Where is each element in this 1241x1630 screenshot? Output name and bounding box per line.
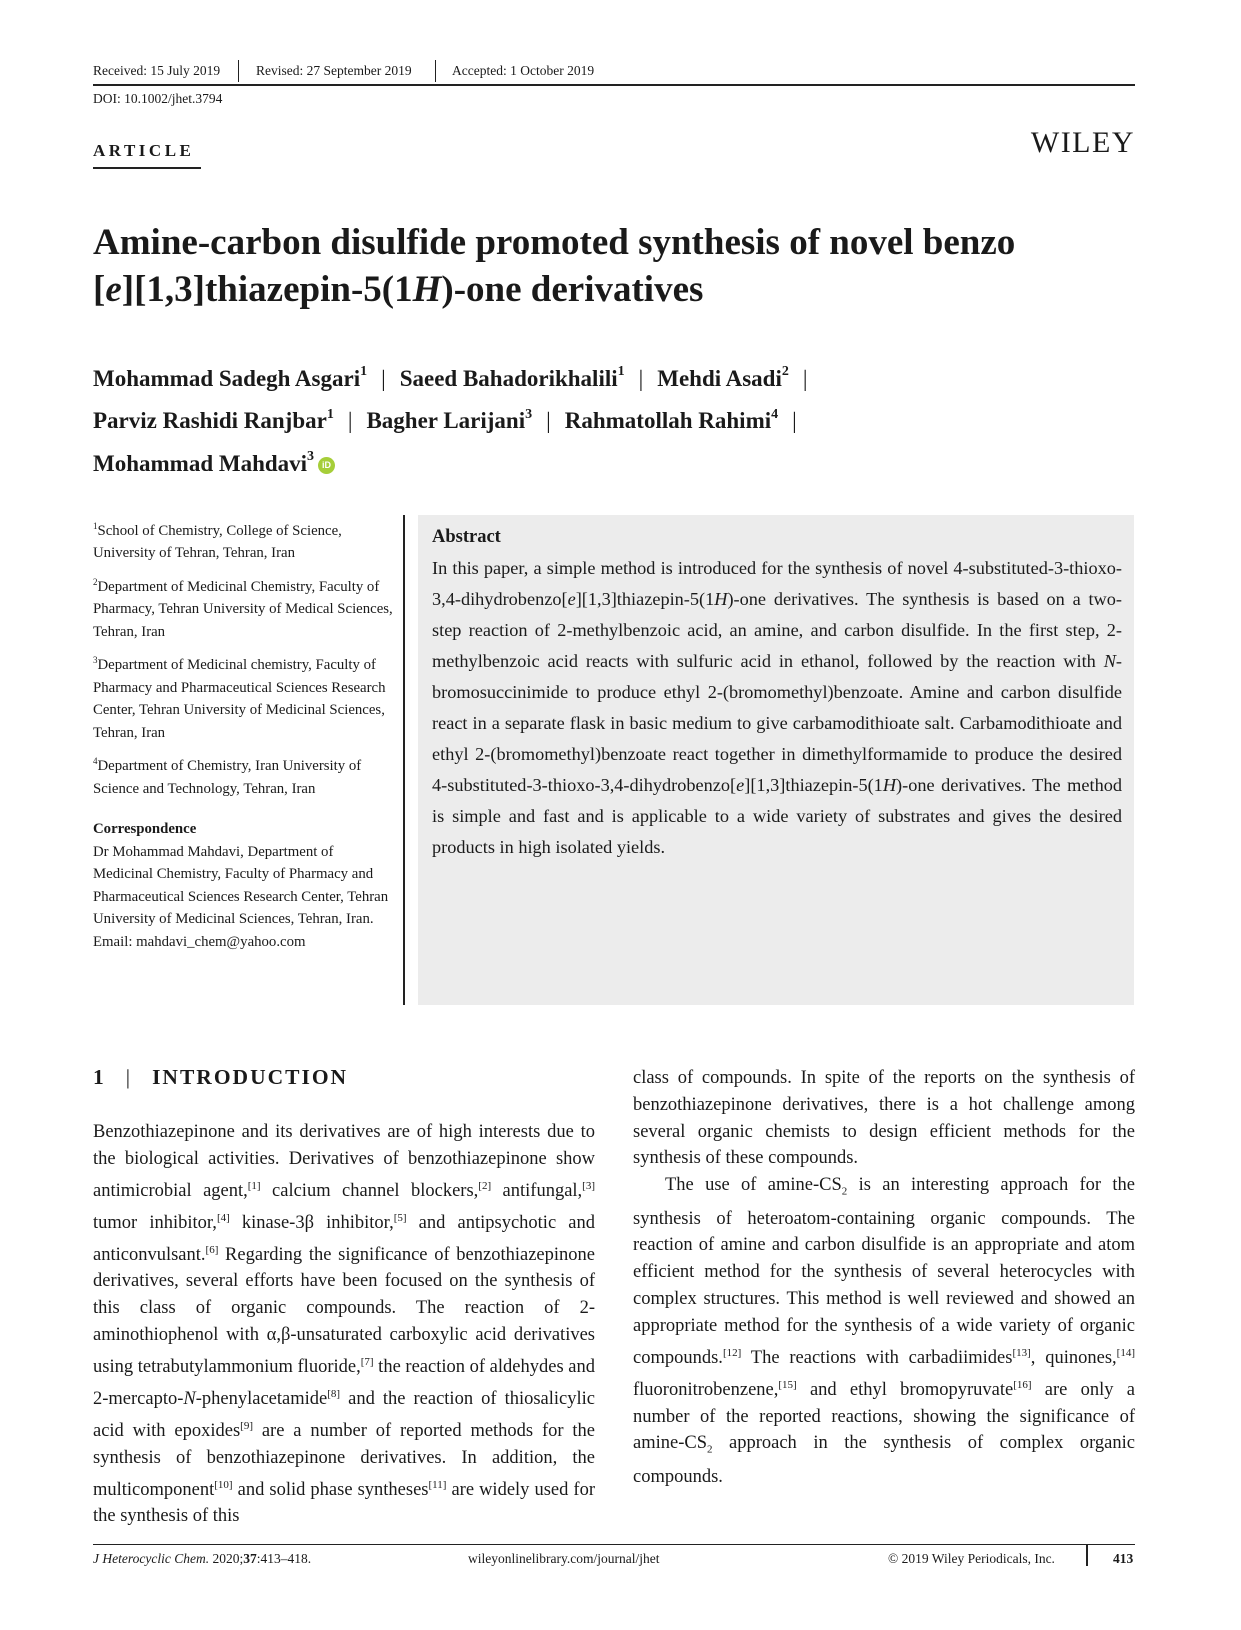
author[interactable]: Parviz Rashidi Ranjbar$^1$ (93, 406, 334, 434)
paragraph: Benzothiazepinone and its derivatives are of high interests due to the biological activities. Derivatives of benzothiazepinone show antimicrobial agent,[1] calcium channel blockers,[2] antifungal,[3] tumor inhibitor,[4] kinase-3β inhibitor,[5] and antipsychotic and anticonvulsant.[6] Regarding the significance of benzothiazepinone derivatives, several efforts have been focused on the synthesis of this class of organic compounds. The reaction of 2-aminothiophenol with α,β-unsaturated carboxylic acid derivatives using tetrabutylammonium fluoride,[7] the reaction of aldehydes and 2-mercapto-N-phenylacetamide[8] and the reaction of thiosalicylic acid with epoxides[9] are a number of reported methods for the synthesis of benzothiazepinone derivatives. In addition, the multicomponent[10] and solid phase syntheses[11] are widely used for the synthesis of this (93, 1122, 596, 1527)
divider (238, 60, 239, 82)
page-number: 413 (1113, 1551, 1134, 1566)
abstract-heading: Abstract (432, 527, 501, 547)
footer-rule (93, 1544, 1135, 1545)
affiliations (93, 515, 393, 953)
author[interactable]: Mohammad Mahdavi$^3$ (93, 449, 315, 476)
correspondence-text: Dr Mohammad Mahdavi, Department of Medicinal Chemistry, Faculty of Pharmacy and Pharmaceutical Sciences Research Center, Tehran University of Medicinal Sciences, Tehran, Iran. (93, 843, 389, 928)
article-underline (93, 167, 201, 169)
paragraph: class of compounds. In spite of the reports on the synthesis of benzothiazepinone derivatives, there is a hot challenge among several organic chemists to design efficient methods for the synthesis of these compounds. (633, 1068, 1135, 1169)
author[interactable]: Rahmatollah Rahimi$^4$ (564, 406, 779, 434)
doi: DOI: 10.1002/jhet.3794 (93, 91, 223, 106)
affiliation: $^3$Department of Medicinal chemistry, Faculty of Pharmacy and Pharmaceutical Sciences Research Center, Tehran University of Medicinal Sciences, Tehran, Iran (93, 655, 386, 741)
intro-right-column (633, 1065, 1135, 1491)
paragraph: The use of amine-$CS_2$ is an interesting approach for the synthesis of heteroatom-containing organic compounds. The reaction of amine and carbon disulfide is an appropriate and atom efficient method for the synthesis of several heterocycles with complex structures. This method is well reviewed and showed an appropriate method for the synthesis of a wide variety of organic compounds.[12] The reactions with carbadiimides[13], quinones,[14] fluoronitrobenzene,[15] and ethyl bromopyruvate[16] are only a number of the reported reactions, showing the significance of amine-$CS_2$ approach in the synthesis of complex organic compounds. (633, 1175, 1135, 1487)
divider (1086, 1544, 1088, 1566)
intro-left-column (93, 1119, 595, 1530)
author[interactable]: Saeed Bahadorikhalili$^1$ (399, 364, 625, 391)
correspondence-heading: Correspondence (93, 821, 197, 838)
received-date: Received: 15 July 2019 (93, 63, 221, 78)
author[interactable]: Mohammad Sadegh Asgari$^1$ (93, 364, 368, 391)
author[interactable]: Mehdi Asadi$^2$ (657, 364, 789, 391)
revised-date: Revised: 27 September 2019 (256, 63, 412, 78)
correspondence-email[interactable]: Email: mahdavi_chem@yahoo.com (93, 933, 306, 950)
header-rule (93, 84, 1135, 86)
journal-url[interactable]: wileyonlinelibrary.com/journal/jhet (468, 1551, 660, 1566)
affiliation: $^4$Department of Chemistry, Iran University of Science and Technology, Tehran, Iran (93, 756, 362, 797)
section-heading: 1 | INTRODUCTION (93, 1065, 349, 1089)
copyright: © 2019 Wiley Periodicals, Inc. (888, 1551, 1055, 1566)
affiliation: $^1$School of Chemistry, College of Science, University of Tehran, Tehran, Iran (93, 521, 342, 562)
paper-title: Amine-carbon disulfide promoted synthesis of novel benzo [e][1,3]thiazepin-5(1H)-one derivatives (93, 222, 1016, 310)
affiliation: $^2$Department of Medicinal Chemistry, Faculty of Pharmacy, Tehran University of Medical Sciences, Tehran, Iran (93, 576, 393, 640)
publication-dates (93, 60, 1135, 84)
column-divider (403, 515, 405, 1005)
author-list: Mohammad Sadegh Asgari$^1$ | Saeed Bahadorikhalili$^1$ | Mehdi Asadi$^2$ | Parviz Rashidi Ranjbar$^1$ | Bagher Larijani$^3$ | Rahmatollah Rahimi$^4$ | Mohammad Mahdavi$^3$iD (93, 364, 808, 476)
divider (435, 60, 436, 82)
orcid-icon[interactable]: iD (318, 457, 335, 474)
journal-citation: J Heterocyclic Chem. 2020;37:413–418. (93, 1551, 312, 1566)
publisher-logo: WILEY (1030, 126, 1135, 159)
abstract-text: In this paper, a simple method is introduced for the synthesis of novel 4-substituted-3-thioxo-3,4-dihydrobenzo[e][1,3]thiazepin-5(1H)-one derivatives. The synthesis is based on a two-step reaction of 2-methylbenzoic acid, an amine, and carbon disulfide. In the first step, 2-methylbenzoic acid reacts with sulfuric acid in ethanol, followed by the reaction with N-bromosuccinimide to produce ethyl 2-(bromomethyl)benzoate. Amine and carbon disulfide react in a separate flask in basic medium to give carbamodithioate salt. Carbamodithioate and ethyl 2-(bromomethyl)benzoate react together in dimethylformamide to produce the desired 4-substituted-3-thioxo-3,4-dihydrobenzo[e][1,3]thiazepin-5(1H)-one derivatives. The method is simple and fast and is applicable to a wide variety of substrates and gives the desired products in high isolated yields. (432, 558, 1122, 857)
accepted-date: Accepted: 1 October 2019 (452, 63, 595, 78)
article-type: ARTICLE (93, 141, 195, 160)
author[interactable]: Bagher Larijani$^3$ (366, 406, 533, 434)
